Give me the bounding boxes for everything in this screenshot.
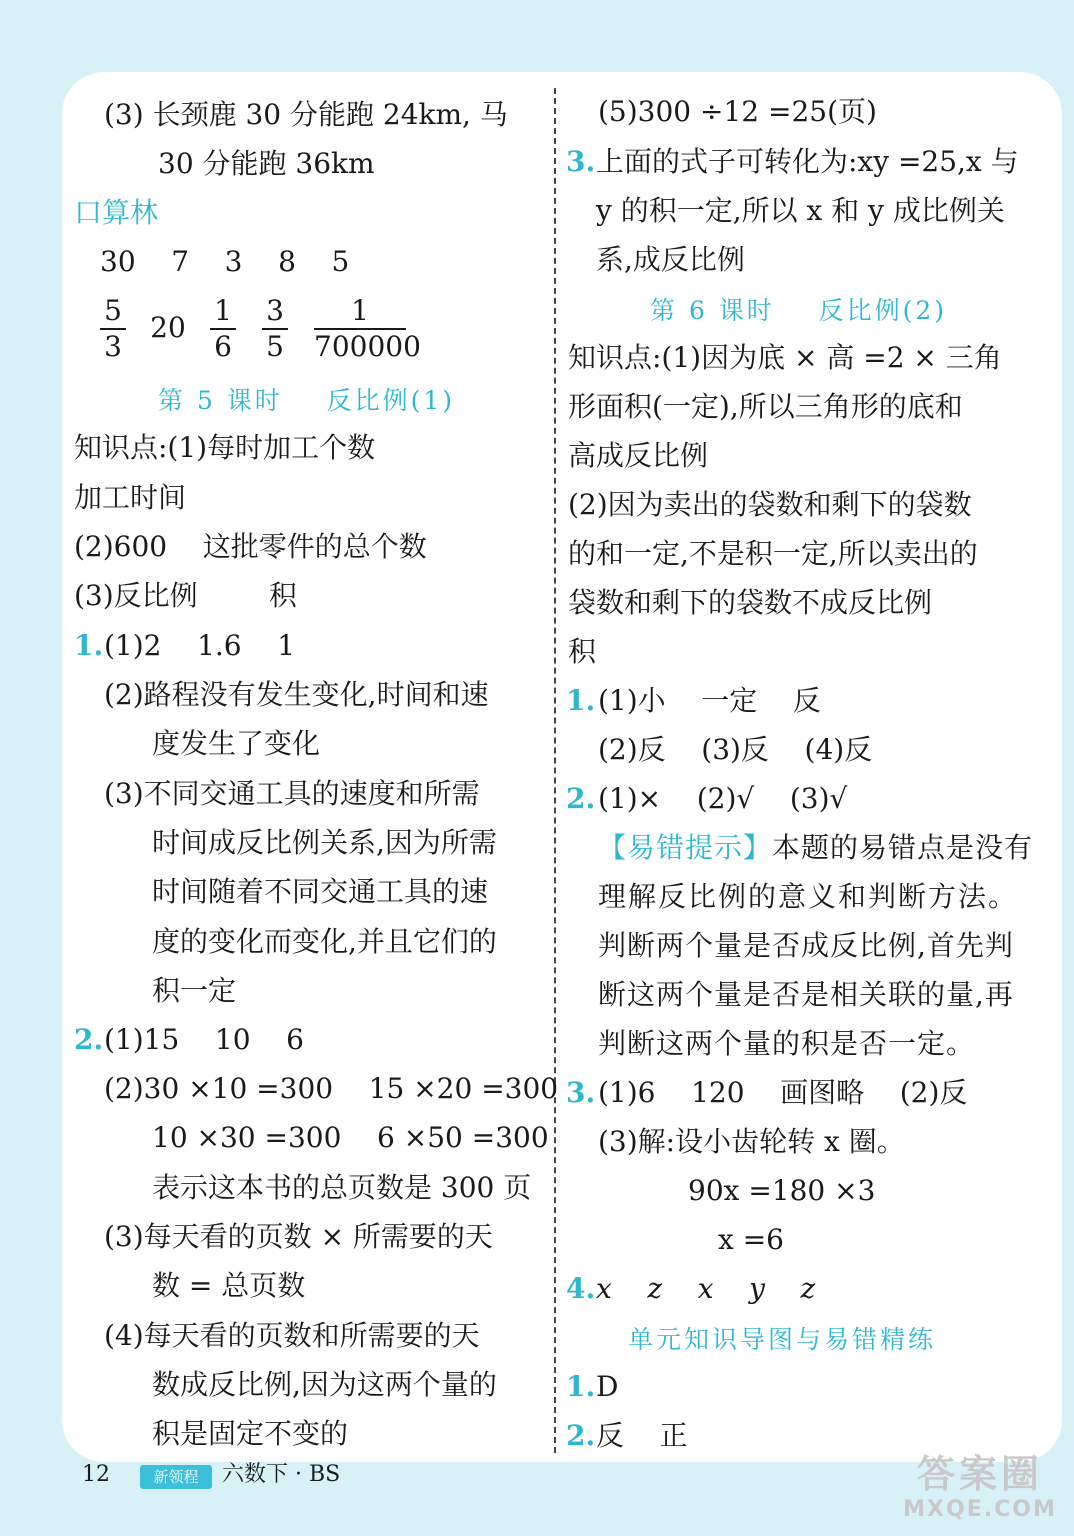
- book-title: 六数下 · BS: [222, 1462, 341, 1487]
- left-line-2: 30 分能跑 36km: [158, 147, 375, 180]
- mistake-tip-label: 【易错提示】: [598, 831, 773, 864]
- fraction-4-denominator: 700000: [314, 330, 421, 363]
- watermark-url: MXQE.COM: [903, 1497, 1057, 1522]
- fraction-2-denominator: 6: [210, 328, 236, 364]
- question-2-part-2-line-2: 10 ×30 =300 6 ×50 =300: [152, 1121, 549, 1154]
- lesson-5-knowledge-4: (3)反比例 积: [74, 579, 297, 612]
- lesson-6-knowledge-7: 积: [568, 635, 597, 668]
- lesson-5-knowledge-3: (2)600 这批零件的总个数: [74, 530, 427, 563]
- question-2-part-2-line-3: 表示这本书的总页数是 300 页: [152, 1171, 532, 1204]
- question-2-number: 2.: [74, 1023, 104, 1056]
- mistake-tip-line-2: 理解反比例的意义和判断方法。: [598, 880, 1019, 913]
- question-1-part-3-line-3: 时间随着不同交通工具的速: [152, 875, 489, 908]
- question-3-line-2: y 的积一定,所以 x 和 y 成比例关: [596, 194, 1005, 227]
- fraction-4: [314, 294, 421, 364]
- practice-3-line-1: (1)6 120 画图略 (2)反: [598, 1076, 968, 1109]
- fraction-3-numerator: 3: [266, 294, 284, 327]
- question-1-part-2-line-1: (2)路程没有发生变化,时间和速: [104, 678, 489, 711]
- fraction-4-numerator: 1: [351, 294, 369, 327]
- mistake-tip-line-5: 判断这两个量的积是否一定。: [598, 1027, 976, 1060]
- left-line-1: (3) 长颈鹿 30 分能跑 24km, 马: [104, 98, 508, 131]
- lesson-6-knowledge-3: 高成反比例: [568, 439, 709, 472]
- practice-1-line-2: (2)反 (3)反 (4)反: [598, 733, 873, 766]
- question-1-part-3-line-1: (3)不同交通工具的速度和所需: [104, 777, 480, 810]
- fraction-1-numerator: 5: [104, 294, 122, 327]
- question-1-part-2-line-2: 度发生了变化: [152, 727, 321, 760]
- lesson-6-knowledge-5: 的和一定,不是积一定,所以卖出的: [568, 537, 978, 570]
- practice-2-number: 2.: [566, 782, 596, 815]
- question-2-part-3-line-2: 数 = 总页数: [152, 1269, 306, 1302]
- fraction-1: [100, 294, 126, 364]
- lesson-6-knowledge-6: 袋数和剩下的袋数不成反比例: [568, 586, 933, 619]
- question-1-part-1: (1)2 1.6 1: [104, 629, 296, 662]
- practice-4-line-1: x z x y z: [596, 1272, 816, 1305]
- column-divider: [554, 88, 556, 1453]
- mistake-tip-line-3: 判断两个量是否成反比例,首先判: [598, 929, 1014, 962]
- fraction-1-denominator: 3: [100, 328, 126, 364]
- practice-4-number: 4.: [566, 1272, 596, 1305]
- unit-review-heading: 单元知识导图与易错精练: [628, 1325, 937, 1354]
- question-2-part-2-line-1: (2)30 ×10 =300 15 ×20 =300: [104, 1072, 559, 1105]
- whole-number: 20: [150, 311, 186, 344]
- lesson-5-knowledge-2: 加工时间: [74, 481, 187, 514]
- lesson-6-knowledge-1: 知识点:(1)因为底 × 高 =2 × 三角: [568, 341, 1002, 374]
- kousuan-heading: 口算林: [74, 196, 159, 229]
- kousuan-row-1: 30 7 3 8 5: [100, 245, 350, 278]
- question-3-line-3: 系,成反比例: [596, 243, 745, 276]
- question-3-number: 3.: [566, 145, 596, 178]
- practice-3-equation-1: 90x =180 ×3: [688, 1174, 876, 1207]
- lesson-6-knowledge-2: 形面积(一定),所以三角形的底和: [568, 390, 963, 423]
- unit-2-number: 2.: [566, 1419, 596, 1452]
- practice-1-line-1: (1)小 一定 反: [598, 684, 821, 717]
- practice-3-equation-2: x =6: [718, 1223, 784, 1256]
- page-number: 12: [82, 1462, 110, 1487]
- unit-1-number: 1.: [566, 1370, 596, 1403]
- mistake-tip-text-1: 本题的易错点是没有: [772, 831, 1034, 864]
- question-2-part-4-line-3: 积是固定不变的: [152, 1417, 349, 1450]
- fraction-3: [262, 294, 288, 364]
- practice-2-line-1: (1)× (2)√ (3)√: [598, 782, 848, 815]
- question-2-part-3-line-1: (3)每天看的页数 × 所需要的天: [104, 1220, 493, 1253]
- question-1-part-3-line-4: 度的变化而变化,并且它们的: [152, 925, 497, 958]
- watermark-text: 答案圈: [916, 1452, 1043, 1496]
- lesson-5-heading: 第 5 课时 反比例(1): [158, 386, 455, 415]
- unit-1-answer: D: [596, 1370, 619, 1403]
- question-2-part-1: (1)15 10 6: [104, 1023, 304, 1056]
- practice-3-line-2: (3)解:设小齿轮转 x 圈。: [598, 1125, 905, 1158]
- question-1-part-3-line-5: 积一定: [152, 974, 237, 1007]
- fraction-2: [210, 294, 236, 364]
- watermark-logo: [895, 1452, 1065, 1532]
- lesson-5-knowledge-1: 知识点:(1)每时加工个数: [74, 431, 376, 464]
- question-1-number: 1.: [74, 629, 104, 662]
- right-line-1: (5)300 ÷12 =25(页): [598, 95, 877, 128]
- question-2-part-4-line-1: (4)每天看的页数和所需要的天: [104, 1319, 480, 1352]
- practice-3-number: 3.: [566, 1076, 596, 1109]
- fraction-3-denominator: 5: [262, 328, 288, 364]
- mistake-tip-line-4: 断这两个量是否是相关联的量,再: [598, 978, 1014, 1011]
- question-1-part-3-line-2: 时间成反比例关系,因为所需: [152, 826, 497, 859]
- lesson-6-knowledge-4: (2)因为卖出的袋数和剩下的袋数: [568, 488, 972, 521]
- practice-1-number: 1.: [566, 684, 596, 717]
- mistake-tip-line-1: [598, 828, 1033, 868]
- lesson-6-heading: 第 6 课时 反比例(2): [650, 296, 947, 325]
- question-2-part-4-line-2: 数成反比例,因为这两个量的: [152, 1368, 497, 1401]
- unit-2-answer: 反 正: [596, 1419, 688, 1452]
- fraction-2-numerator: 1: [214, 294, 232, 327]
- question-3-line-1: 上面的式子可转化为:xy =25,x 与: [596, 145, 1019, 178]
- brand-badge: 新领程: [140, 1465, 212, 1489]
